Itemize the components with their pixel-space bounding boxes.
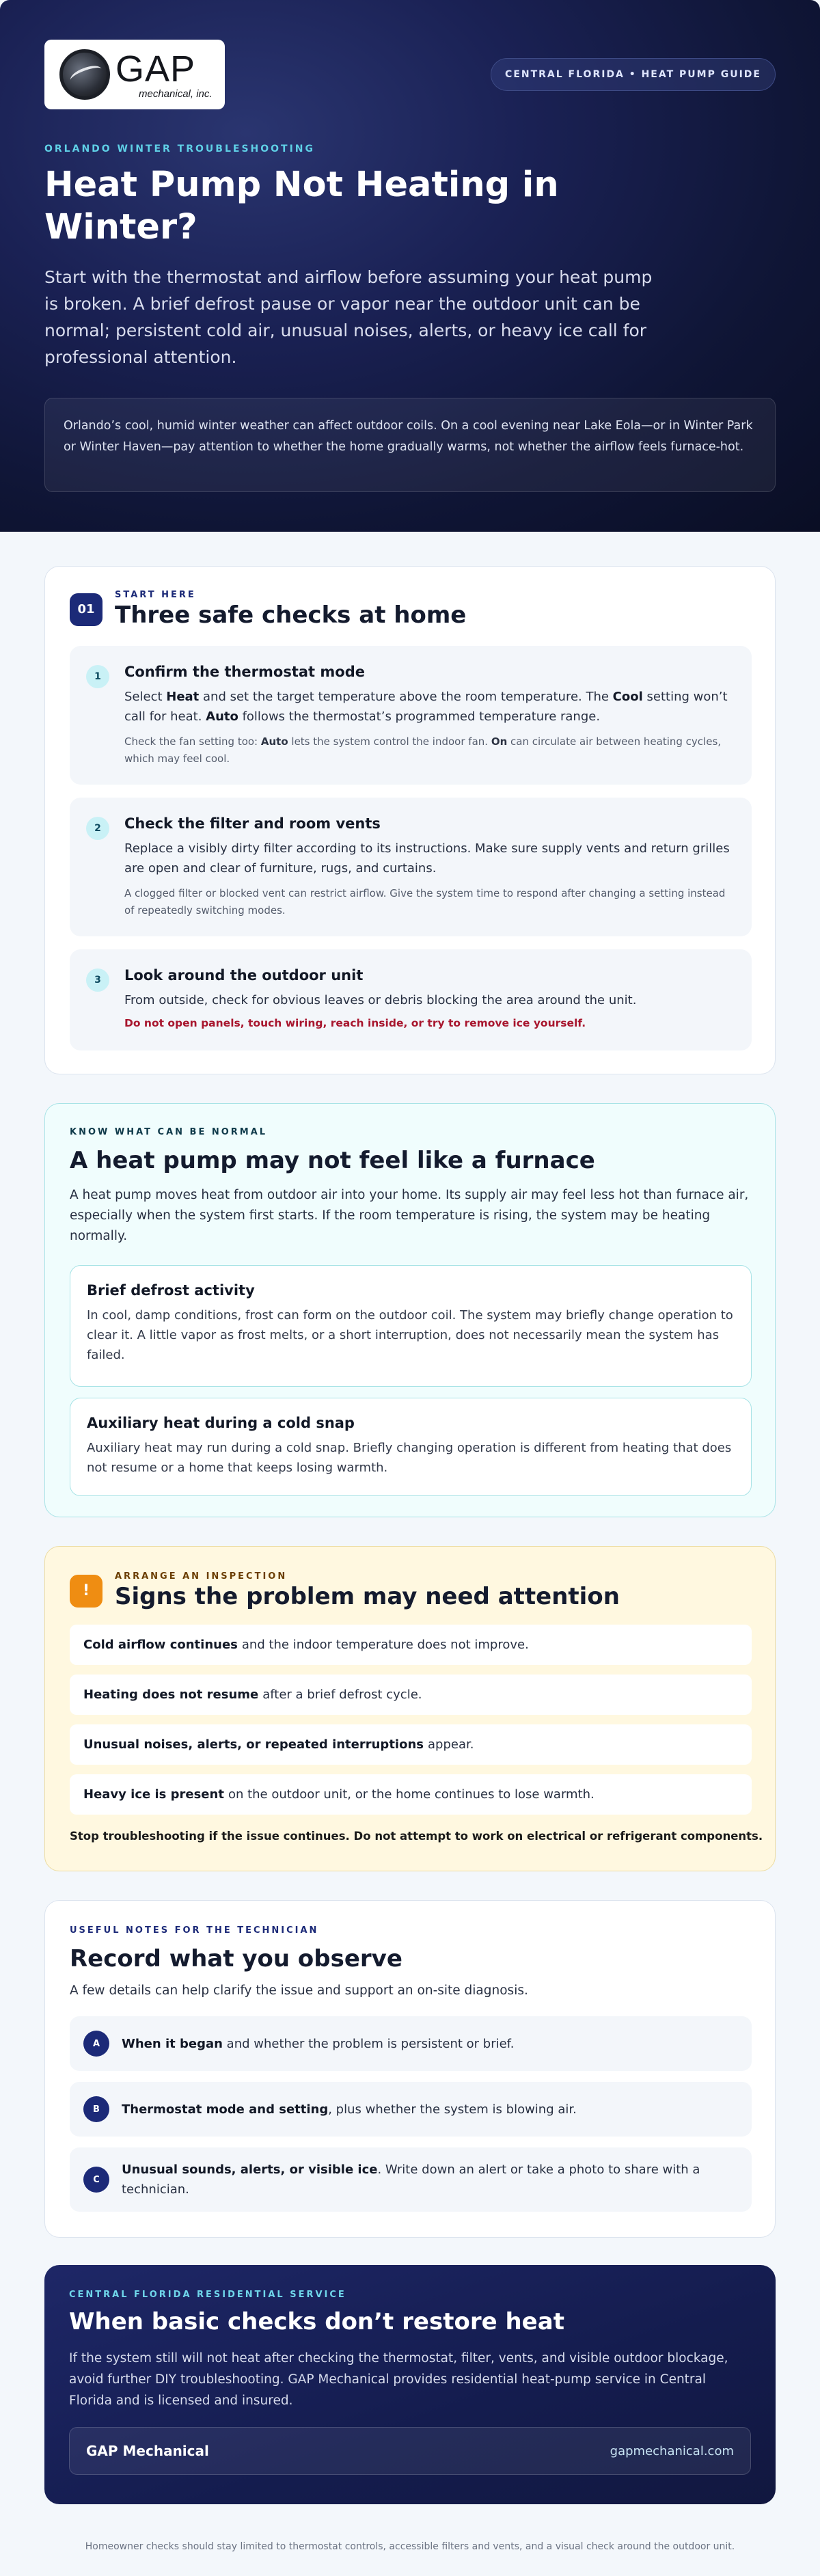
normal-intro: A heat pump moves heat from outdoor air into your home. Its supply air may feel less hot than furnace air, especially when the system first starts. If the room temperature is rising, the system may be heating normally. xyxy=(70,1188,749,1243)
warning-signal xyxy=(70,1675,752,1715)
service-cta-card xyxy=(44,2265,776,2504)
page-footer-note: Homeowner checks should stay limited to thermostat controls, accessible filters and vents, and a visual check around the outdoor unit. xyxy=(85,2541,735,2552)
hero-eyebrow: ORLANDO WINTER TROUBLESHOOTING xyxy=(44,144,316,154)
technician-notes-card xyxy=(44,1900,776,2238)
service-title: When basic checks don’t restore heat xyxy=(69,2308,564,2335)
auto-mode-term: Auto xyxy=(206,709,238,724)
normal-eyebrow: KNOW WHAT CAN BE NORMAL xyxy=(70,1127,268,1137)
logo-gap-text: GAP xyxy=(115,48,196,90)
signal-text: and the indoor temperature does not improve. xyxy=(241,1638,529,1652)
notes-intro: A few details can help clarify the issue and support an on-site diagnosis. xyxy=(70,1983,528,1998)
note-bold: Unusual sounds, alerts, or visible ice xyxy=(122,2163,378,2177)
step-title: Check the filter and room vents xyxy=(124,815,381,832)
step-title: Look around the outdoor unit xyxy=(124,967,364,984)
signal-text: after a brief defrost cycle. xyxy=(262,1687,422,1702)
logo-subtext: mechanical, inc. xyxy=(139,87,213,100)
company-name: GAP Mechanical xyxy=(86,2443,209,2459)
service-text: If the system still will not heat after checking the thermostat, filter, vents, and visible outdoor blockage, avoid further DIY troubleshooting. GAP Mechanical provides residential heat-pump service in Central Florida and is licensed and insured. xyxy=(69,2351,728,2408)
step-text: Replace a visibly dirty filter according to its instructions. Make sure supply vents and return grilles are open and clear of furniture, rugs, and curtains. xyxy=(124,841,730,876)
hero-local-note: Orlando’s cool, humid winter weather can affect outdoor coils. On a cool evening near Lake Eola—or in Winter Park or Winter Haven—pay attention to whether the home gradually warms, not whether the airflow feels furnace-hot. xyxy=(44,398,776,492)
safe-checks-eyebrow: START HERE xyxy=(115,590,196,600)
text-run: follows the thermostat’s programmed temperature range. xyxy=(238,709,601,724)
heat-mode-term: Heat xyxy=(166,690,200,704)
signal-bold: Cold airflow continues xyxy=(83,1638,238,1652)
cool-mode-term: Cool xyxy=(612,690,643,704)
notes-title: Record what you observe xyxy=(70,1945,402,1972)
note-text xyxy=(122,2100,577,2119)
logo-wordmark xyxy=(115,48,213,100)
normal-title: A heat pump may not feel like a furnace xyxy=(70,1147,595,1174)
safe-checks-title: Three safe checks at home xyxy=(115,601,467,629)
step-title: Confirm the thermostat mode xyxy=(124,664,365,680)
service-eyebrow: CENTRAL FLORIDA RESIDENTIAL SERVICE xyxy=(69,2290,346,2300)
text-run: lets the system control the indoor fan. xyxy=(288,735,491,748)
note-letter-badge: B xyxy=(83,2096,109,2122)
signal-bold: Heating does not resume xyxy=(83,1687,259,1702)
defrost-info xyxy=(70,1265,752,1387)
warning-icon: ! xyxy=(70,1575,102,1608)
stop-troubleshooting-notice: Stop troubleshooting if the issue continues. Do not attempt to work on electrical or refrigerant components. xyxy=(70,1830,763,1843)
step-number-badge: 1 xyxy=(86,665,109,688)
hero xyxy=(0,0,820,532)
note-rest: , plus whether the system is blowing air. xyxy=(328,2102,577,2117)
subcard-title: Auxiliary heat during a cold snap xyxy=(87,1415,355,1431)
observation-note xyxy=(70,2082,752,2137)
step-text: From outside, check for obvious leaves or debris blocking the area around the unit. xyxy=(124,993,637,1007)
signal-bold: Heavy ice is present xyxy=(83,1787,224,1802)
note-text xyxy=(122,2160,737,2199)
observation-note xyxy=(70,2016,752,2071)
notes-eyebrow: USEFUL NOTES FOR THE TECHNICIAN xyxy=(70,1925,319,1936)
logo-emblem-icon xyxy=(59,49,110,100)
company-logo[interactable] xyxy=(44,40,225,109)
step-outdoor-unit xyxy=(70,949,752,1050)
step-number-badge: 2 xyxy=(86,817,109,840)
note-letter-badge: A xyxy=(83,2031,109,2057)
fan-on-term: On xyxy=(491,735,508,748)
note-letter-badge: C xyxy=(83,2167,109,2193)
safe-checks-header xyxy=(70,590,750,629)
guide-pill: CENTRAL FLORIDA • HEAT PUMP GUIDE xyxy=(491,58,776,91)
subcard-text: Auxiliary heat may run during a cold snap. Briefly changing operation is different from heating that does not resume or a home that keeps losing warmth. xyxy=(87,1441,732,1475)
text-run: Select xyxy=(124,690,167,704)
subcard-text: In cool, damp conditions, frost can form on the outdoor coil. The system may briefly change operation to clear it. A little vapor as frost melts, or a short interruption, does not necessarily mean the system has failed. xyxy=(87,1308,733,1362)
text-run: can circulate air between heating cycles, which may feel cool. xyxy=(124,735,722,765)
contact-bar xyxy=(69,2427,751,2475)
section-number-badge: 01 xyxy=(70,593,102,626)
note-bold: Thermostat mode and setting xyxy=(122,2102,329,2117)
signal-text: appear. xyxy=(428,1737,474,1752)
hero-top-bar xyxy=(44,40,776,109)
note-bold: When it began xyxy=(122,2036,223,2051)
subcard-title: Brief defrost activity xyxy=(87,1282,255,1299)
attention-header xyxy=(70,1571,750,1610)
step-subtext: A clogged filter or blocked vent can restrict airflow. Give the system time to respond after changing a setting instead of repeatedly switching modes. xyxy=(124,887,726,917)
step-text xyxy=(124,687,731,727)
hero-lede: Start with the thermostat and airflow before assuming your heat pump is broken. A brief defrost pause or vapor near the outdoor unit can be normal; persistent cold air, unusual noises, alerts, or heavy ice call for professional attention. xyxy=(44,267,653,367)
step-subtext xyxy=(124,733,731,768)
note-text xyxy=(122,2034,514,2054)
attention-title: Signs the problem may need attention xyxy=(115,1583,620,1610)
text-run: setting won’t call for heat. xyxy=(124,690,728,724)
text-run: and set the target temperature above the room temperature. The xyxy=(199,690,613,704)
text-run: Check the fan setting too: xyxy=(124,735,261,748)
attention-eyebrow: ARRANGE AN INSPECTION xyxy=(115,1571,288,1582)
fan-auto-term: Auto xyxy=(260,735,288,748)
warning-signal xyxy=(70,1625,752,1665)
warning-signal xyxy=(70,1774,752,1815)
signal-text: on the outdoor unit, or the home continues to lose warmth. xyxy=(228,1787,594,1802)
safety-warning: Do not open panels, touch wiring, reach inside, or try to remove ice yourself. xyxy=(124,1017,586,1029)
signal-bold: Unusual noises, alerts, or repeated interruptions xyxy=(83,1737,424,1752)
normal-behavior-card xyxy=(44,1103,776,1517)
safe-checks-card xyxy=(44,566,776,1074)
auxiliary-heat-info xyxy=(70,1398,752,1496)
note-rest: and whether the problem is persistent or brief. xyxy=(222,2036,515,2051)
warning-signal xyxy=(70,1724,752,1765)
attention-signs-card xyxy=(44,1546,776,1871)
note-rest: . Write down an alert or take a photo to share with a technician. xyxy=(122,2163,700,2197)
page-title: Heat Pump Not Heating in Winter? xyxy=(44,165,559,247)
step-thermostat xyxy=(70,646,752,785)
observation-note xyxy=(70,2147,752,2212)
website-link[interactable]: gapmechanical.com xyxy=(610,2443,734,2458)
step-filter-vents xyxy=(70,798,752,936)
step-number-badge: 3 xyxy=(86,968,109,992)
